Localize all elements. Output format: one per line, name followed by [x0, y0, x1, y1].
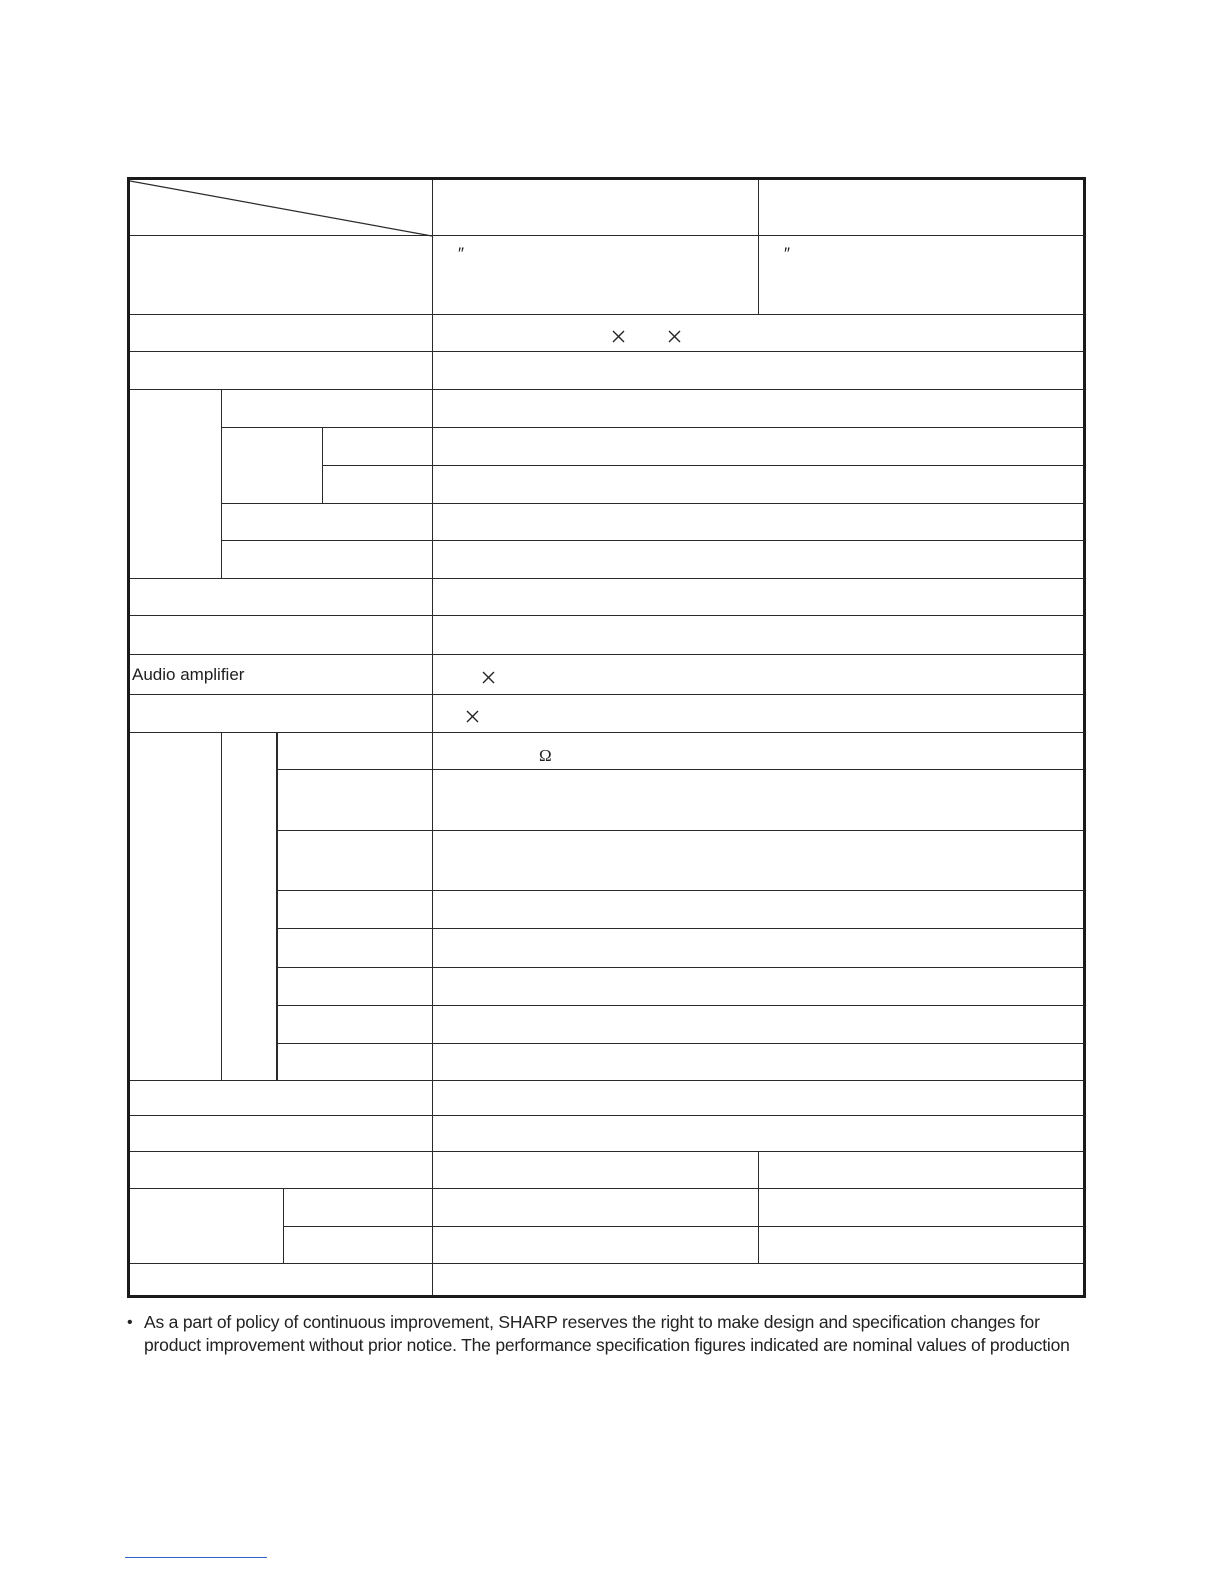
- table-rule: [130, 351, 1083, 352]
- table-rule: [277, 1005, 1083, 1006]
- table-rule: [130, 235, 1083, 236]
- footnote-text: [144, 1311, 1089, 1357]
- table-rule: [221, 732, 222, 1080]
- table-rule: [130, 1151, 1083, 1152]
- table-rule: [130, 615, 1083, 616]
- multiply-symbol: [612, 330, 625, 343]
- inch-mark-symbol: ″: [784, 244, 791, 263]
- table-rule: [130, 1080, 1083, 1081]
- table-rule: [277, 1043, 1083, 1044]
- table-rule: [130, 389, 1083, 390]
- table-rule: [130, 1263, 1083, 1264]
- table-rule: [130, 732, 1083, 733]
- footnote-bullet: •: [127, 1314, 133, 1331]
- multiply-symbol: [466, 710, 479, 723]
- table-rule: [277, 769, 1083, 770]
- table-rule: [283, 1188, 284, 1263]
- footer-link-underline[interactable]: [125, 1557, 267, 1558]
- specification-table: [127, 177, 1086, 1298]
- table-rule: [130, 654, 1083, 655]
- audio-amplifier-label: Audio amplifier: [132, 665, 245, 684]
- ohm-symbol: Ω: [539, 746, 552, 765]
- table-rule: [221, 389, 222, 578]
- table-rule: [277, 830, 1083, 831]
- inch-mark-symbol: ″: [458, 244, 465, 263]
- table-rule: [758, 1151, 759, 1263]
- table-rule: [276, 732, 278, 1080]
- table-rule: [322, 465, 1083, 466]
- table-rule: [130, 694, 1083, 695]
- header-diagonal-divider: [130, 180, 432, 237]
- table-rule: [322, 427, 323, 503]
- table-rule: [130, 314, 1083, 315]
- table-rule: [130, 1115, 1083, 1116]
- table-rule: [277, 928, 1083, 929]
- table-rule: [221, 503, 1083, 504]
- table-rule: [221, 540, 1083, 541]
- multiply-symbol: [668, 330, 681, 343]
- table-rule: [758, 180, 759, 314]
- table-rule: [130, 578, 1083, 579]
- table-rule: [221, 427, 1083, 428]
- table-rule: [277, 967, 1083, 968]
- table-rule: [283, 1226, 1083, 1227]
- table-rule: [130, 1188, 1083, 1189]
- table-rule: [432, 180, 433, 1295]
- table-rule: [277, 890, 1083, 891]
- multiply-symbol: [482, 671, 495, 684]
- footnote-line: As a part of policy of continuous improvement, SHARP reserves the right to make design and specification changes for: [144, 1312, 1040, 1332]
- footnote-line: product improvement without prior notice. The performance specification figures indicated are nominal values of production: [144, 1335, 1070, 1355]
